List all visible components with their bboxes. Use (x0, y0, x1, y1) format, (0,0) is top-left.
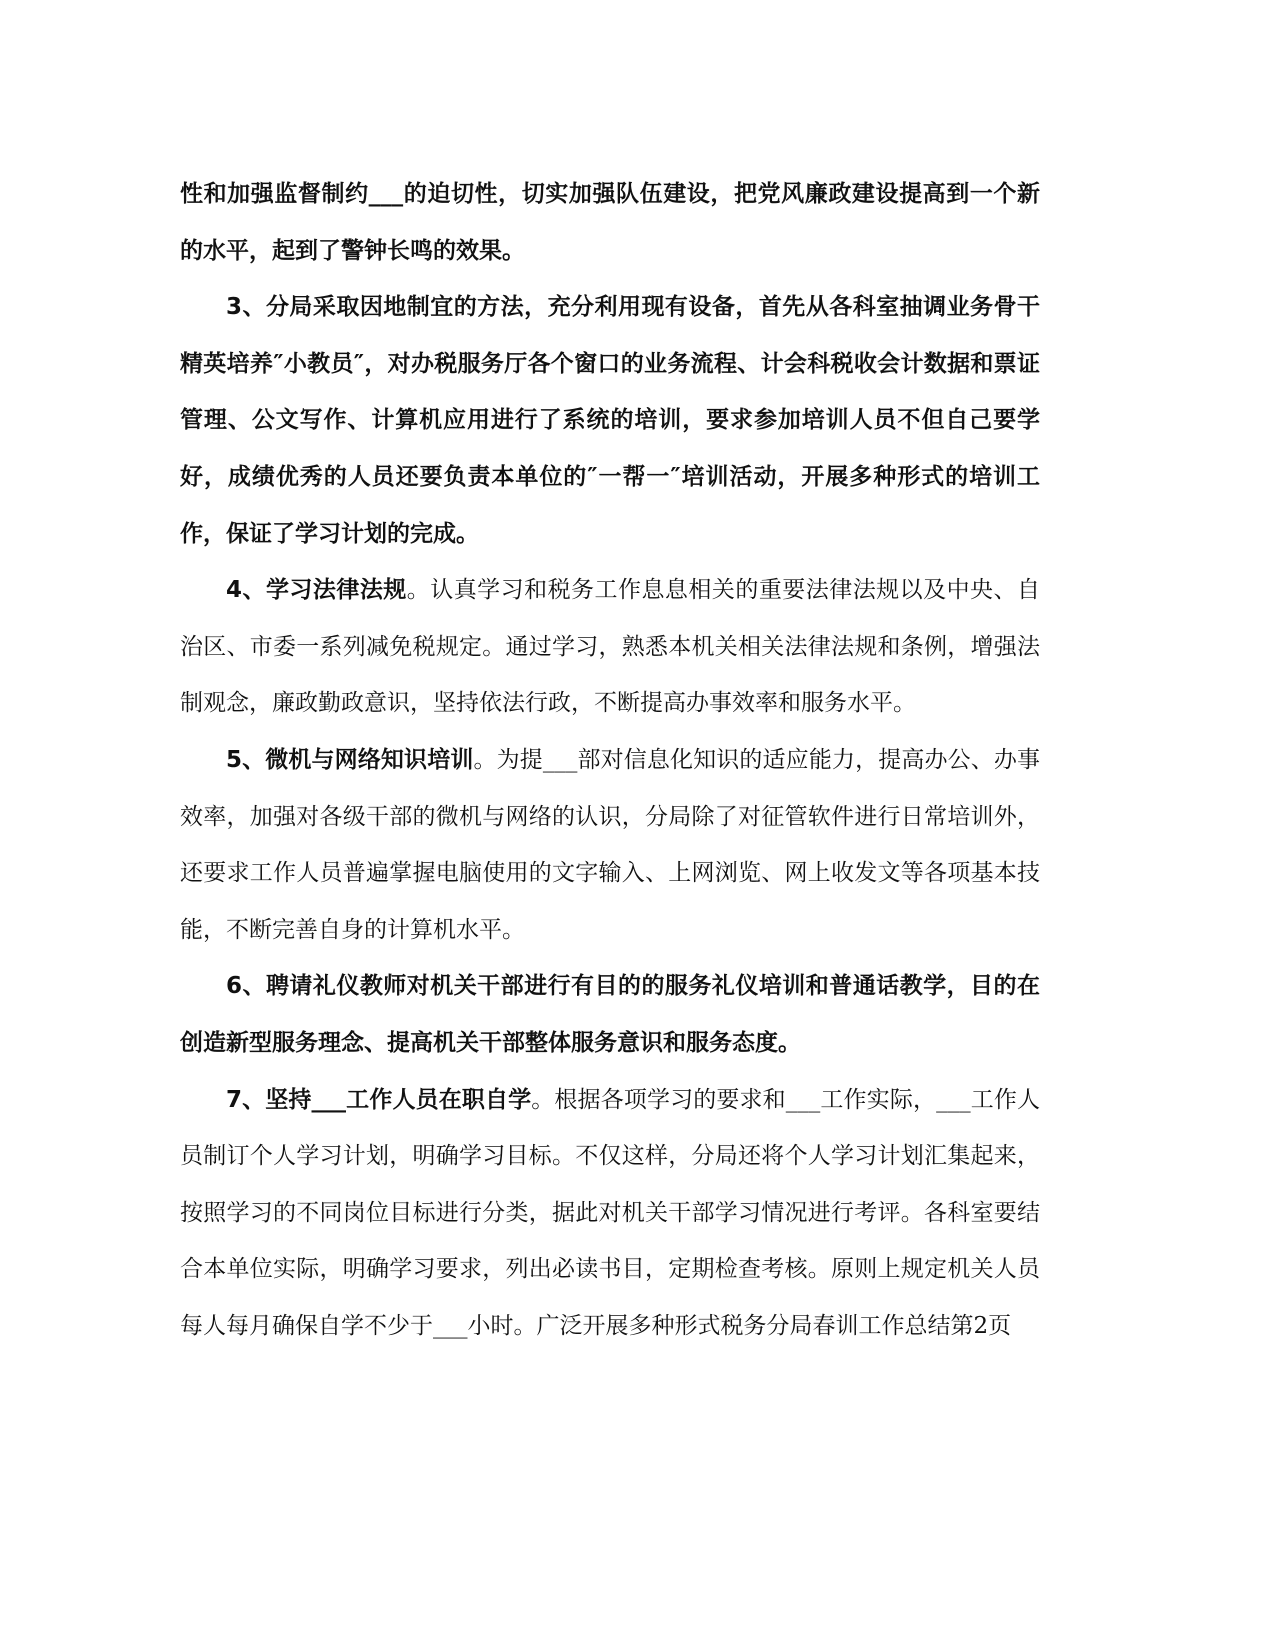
paragraph-item-6 (180, 958, 1040, 1071)
paragraph-text: 。认真学习和税务工作息息相关的重要法律法规以及中央、自治区、市委一系列减免税规定。通过学习，熟悉本机关相关法律法规和条例，增强法制观念，廉政勤政意识，坚持依法行政，不断提高办事效率和服务水平。 (180, 577, 1040, 717)
paragraph-text: 性和加强监督制约___的迫切性，切实加强队伍建设，把党风廉政建设提高到一个新的水平，起到了警钟长鸣的效果。 (180, 181, 1040, 264)
document-body (180, 166, 1040, 1354)
paragraph-item-5 (180, 732, 1040, 958)
paragraph-continuation (180, 166, 1040, 279)
paragraph-item-4 (180, 562, 1040, 732)
paragraph-lead: 5、微机与网络知识培训 (226, 746, 474, 773)
paragraph-text: 。根据各项学习的要求和___工作实际，___工作人员制订个人学习计划，明确学习目标。不仅这样，分局还将个人学习计划汇集起来，按照学习的不同岗位目标进行分类，据此对机关干部学习情况进行考评。各科室要结合本单位实际，明确学习要求，列出必读书目，定期检查考核。原则上规定机关人员每人每月确保自学不少于___小时。广泛开展多种形式税务分局春训工作总结第2页 (180, 1086, 1040, 1339)
paragraph-text: 6、聘请礼仪教师对机关干部进行有目的的服务礼仪培训和普通话教学，目的在创造新型服务理念、提高机关干部整体服务意识和服务态度。 (180, 973, 1040, 1056)
paragraph-item-7 (180, 1072, 1040, 1355)
paragraph-lead: 4、学习法律法规 (226, 577, 407, 604)
paragraph-text: 3、分局采取因地制宜的方法，充分利用现有设备，首先从各科室抽调业务骨干精英培养″小教员″，对办税服务厅各个窗口的业务流程、计会科税收会计数据和票证管理、公文写作、计算机应用进行了系统的培训，要求参加培训人员不但自己要学好，成绩优秀的人员还要负责本单位的″一帮一″培训活动，开展多种形式的培训工作，保证了学习计划的完成。 (180, 294, 1040, 547)
paragraph-item-3 (180, 279, 1040, 562)
paragraph-lead: 7、坚持___工作人员在职自学 (226, 1086, 532, 1113)
paragraph-text: 。为提___部对信息化知识的适应能力，提高办公、办事效率，加强对各级干部的微机与网络的认识，分局除了对征管软件进行日常培训外，还要求工作人员普遍掌握电脑使用的文字输入、上网浏览、网上收发文等各项基本技能，不断完善自身的计算机水平。 (180, 746, 1041, 943)
